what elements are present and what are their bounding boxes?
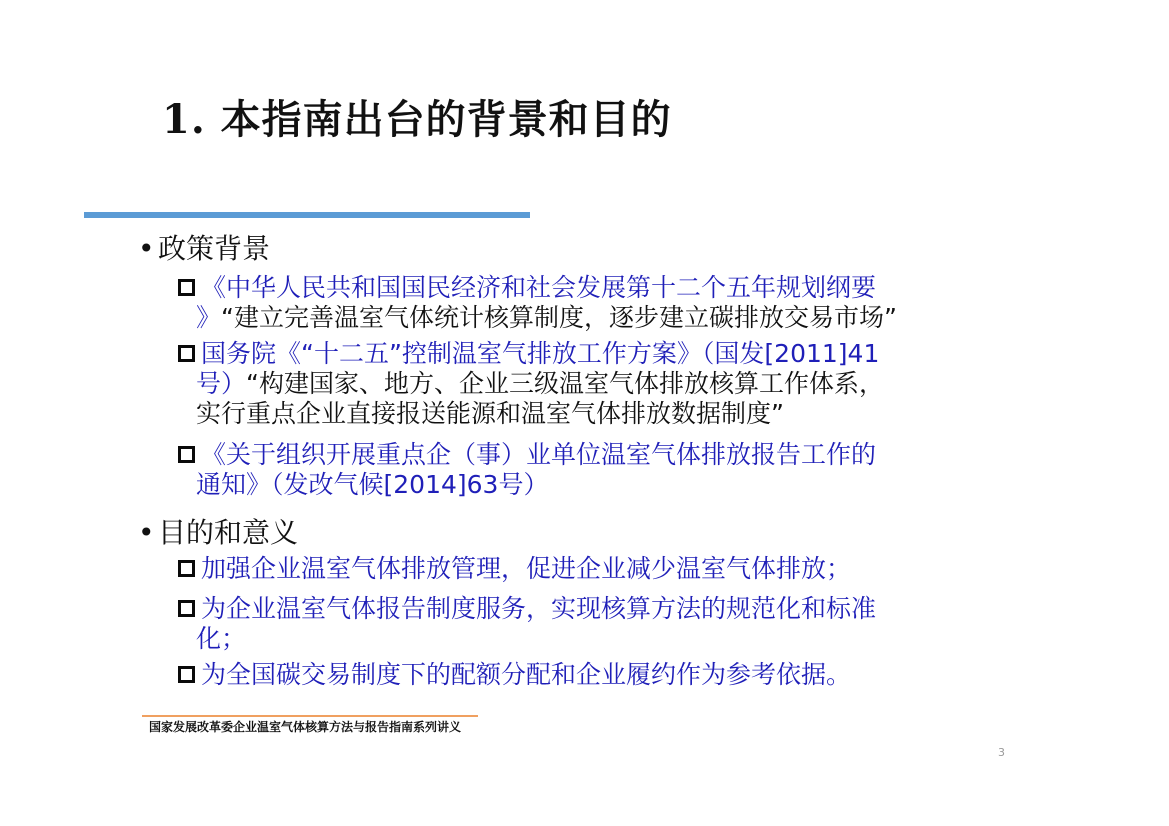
item-text-blue: 号） — [196, 369, 247, 398]
square-bullet-icon — [178, 446, 195, 463]
section-heading-policy-background — [138, 227, 270, 267]
item-text-blue: 化； — [196, 624, 247, 653]
page-number: 3 — [998, 746, 1005, 759]
item-quote-text: 实行重点企业直接报送能源和温室气体排放数据制度” — [196, 399, 784, 428]
bullet: • — [138, 516, 155, 549]
list-item-notice — [178, 440, 876, 500]
section-heading-label: 政策背景 — [158, 232, 271, 265]
list-item-five-year-plan — [178, 273, 897, 333]
square-bullet-icon — [178, 560, 195, 577]
square-bullet-icon — [178, 279, 195, 296]
item-text-blue: 国务院《“十二五”控制温室气排放工作方案》（国发[2011]41 — [201, 339, 880, 368]
section-heading-purpose — [138, 511, 298, 551]
list-item-purpose-reporting — [178, 594, 876, 654]
title-underline — [84, 212, 530, 218]
footer-text: 国家发展改革委企业温室气体核算方法与报告指南系列讲义 — [149, 720, 462, 734]
footer-rule — [142, 715, 478, 717]
square-bullet-icon — [178, 600, 195, 617]
item-text-blue: 为企业温室气体报告制度服务，实现核算方法的规范化和标准 — [201, 594, 877, 623]
slide-title: 1. 本指南出台的背景和目的 — [162, 96, 672, 143]
item-text-blue: 《关于组织开展重点企（事）业单位温室气体排放报告工作的 — [201, 440, 877, 469]
item-text-blue: 加强企业温室气体排放管理，促进企业减少温室气体排放； — [201, 554, 852, 583]
list-item-purpose-management — [178, 554, 851, 584]
square-bullet-icon — [178, 666, 195, 683]
item-text-blue: 为全国碳交易制度下的配额分配和企业履约作为参考依据。 — [201, 660, 852, 689]
section-heading-label: 目的和意义 — [158, 516, 299, 549]
list-item-purpose-carbon-trading — [178, 660, 851, 690]
item-text-blue: 》 — [196, 303, 222, 332]
list-item-state-council-plan — [178, 339, 884, 429]
item-quote-text: “建立完善温室气体统计核算制度，逐步建立碳排放交易市场” — [221, 303, 897, 332]
item-text-blue: 《中华人民共和国国民经济和社会发展第十二个五年规划纲要 — [201, 273, 877, 302]
item-quote-text: “构建国家、地方、企业三级温室气体排放核算工作体系， — [246, 369, 884, 398]
bullet: • — [138, 232, 155, 265]
square-bullet-icon — [178, 345, 195, 362]
item-text-blue: 通知》（发改气候[2014]63号） — [196, 470, 549, 499]
